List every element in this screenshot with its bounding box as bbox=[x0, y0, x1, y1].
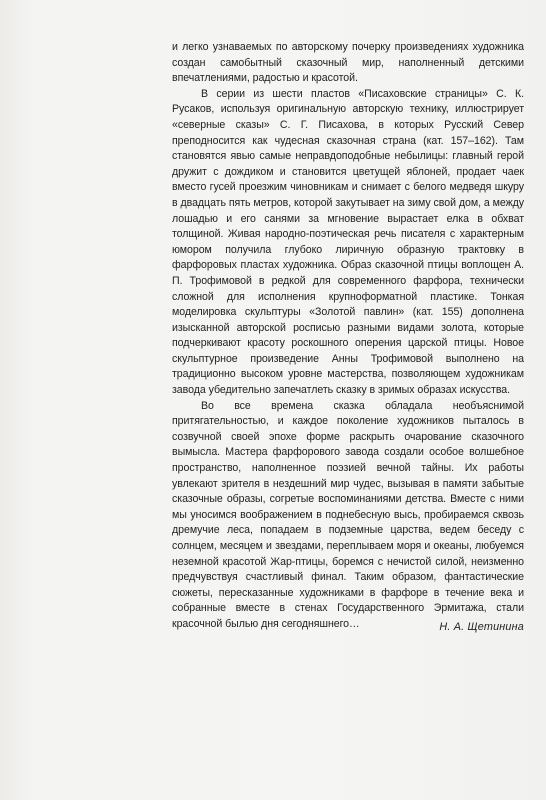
paragraph-fairy-tale-conclusion: Во все времена сказка обладала необъяснимой притягательностью, и каждое поколение художников пыталось в созвучной своей эпохе форме раскрыть очарование сказочного вымысла. Мастера фарфорового завода создали особое волшебное пространство, наполненное поэзией вечной тайны. Их работы увлекают зрителя в нездешний мир чудес, вызывая в памяти забытые сказочные образы, согретые воспоминаниями детства. Вместе с ними мы уносимся воображением в поднебесную высь, пробираемся сквозь дремучие леса, попадаем в подземные царства, ведем беседу с солнцем, месяцем и звездами, переплываем моря и океаны, любуемся неземной красотой Жар-птицы, боремся с нечистой силой, неизменно предчувствуя счастливый финал. Таким образом, фантастические сюжеты, пересказанные художниками в фарфоре в течение века и собранные вместе в стенах Государственного Эрмитажа, стали красочной былью дня сегодняшнего… bbox=[172, 399, 524, 630]
author-signature: Н. А. Щетинина bbox=[439, 621, 524, 633]
paragraph-continuation: и легко узнаваемых по авторскому почерку произведениях художника создан самобытный сказочный мир, наполненный детскими впечатлениями, радостью и красотой. bbox=[172, 41, 524, 85]
paragraph-pisakhov-pages: В серии из шести пластов «Писаховские страницы» С. К. Русаков, используя оригинальную авторскую технику, иллюстрирует «северные сказы» С. Г. Писахова, в которых Русский Север преподносится как чудесная сказочная страна (кат. 157–162). Там становятся явью самые неправдоподобные небылицы: главный герой дружит с дождиком и становится цветущей яблоней, продает чаек вместо гусей проезжим чиновникам и снимает с белого медведя шкуру в двадцать пять метров, которой закутывает на зиму свой дом, а между лошадью и его санями за мгновение вырастает елка в обхват толщиной. Живая народно-поэтическая речь писателя с характерным юмором получила глубоко лиричную образную трактовку в фарфоровых пластах художника. Образ сказочной птицы воплощен А. П. Трофимовой в редкой для современного фарфора, технически сложной для исполнения крупноформатной пластике. Тонкая моделировка скульптуры «Золотой павлин» (кат. 155) дополнена изысканной авторской росписью разными видами золота, которые подчеркивают красоту роскошного оперения царской птицы. Новое скульптурное произведение Анны Трофимовой выполнено на традиционно высоком уровне мастерства, позволяющем художникам завода убедительно запечатлеть сказку в зримых образах искусства. bbox=[172, 87, 524, 397]
article-text bbox=[172, 40, 524, 633]
